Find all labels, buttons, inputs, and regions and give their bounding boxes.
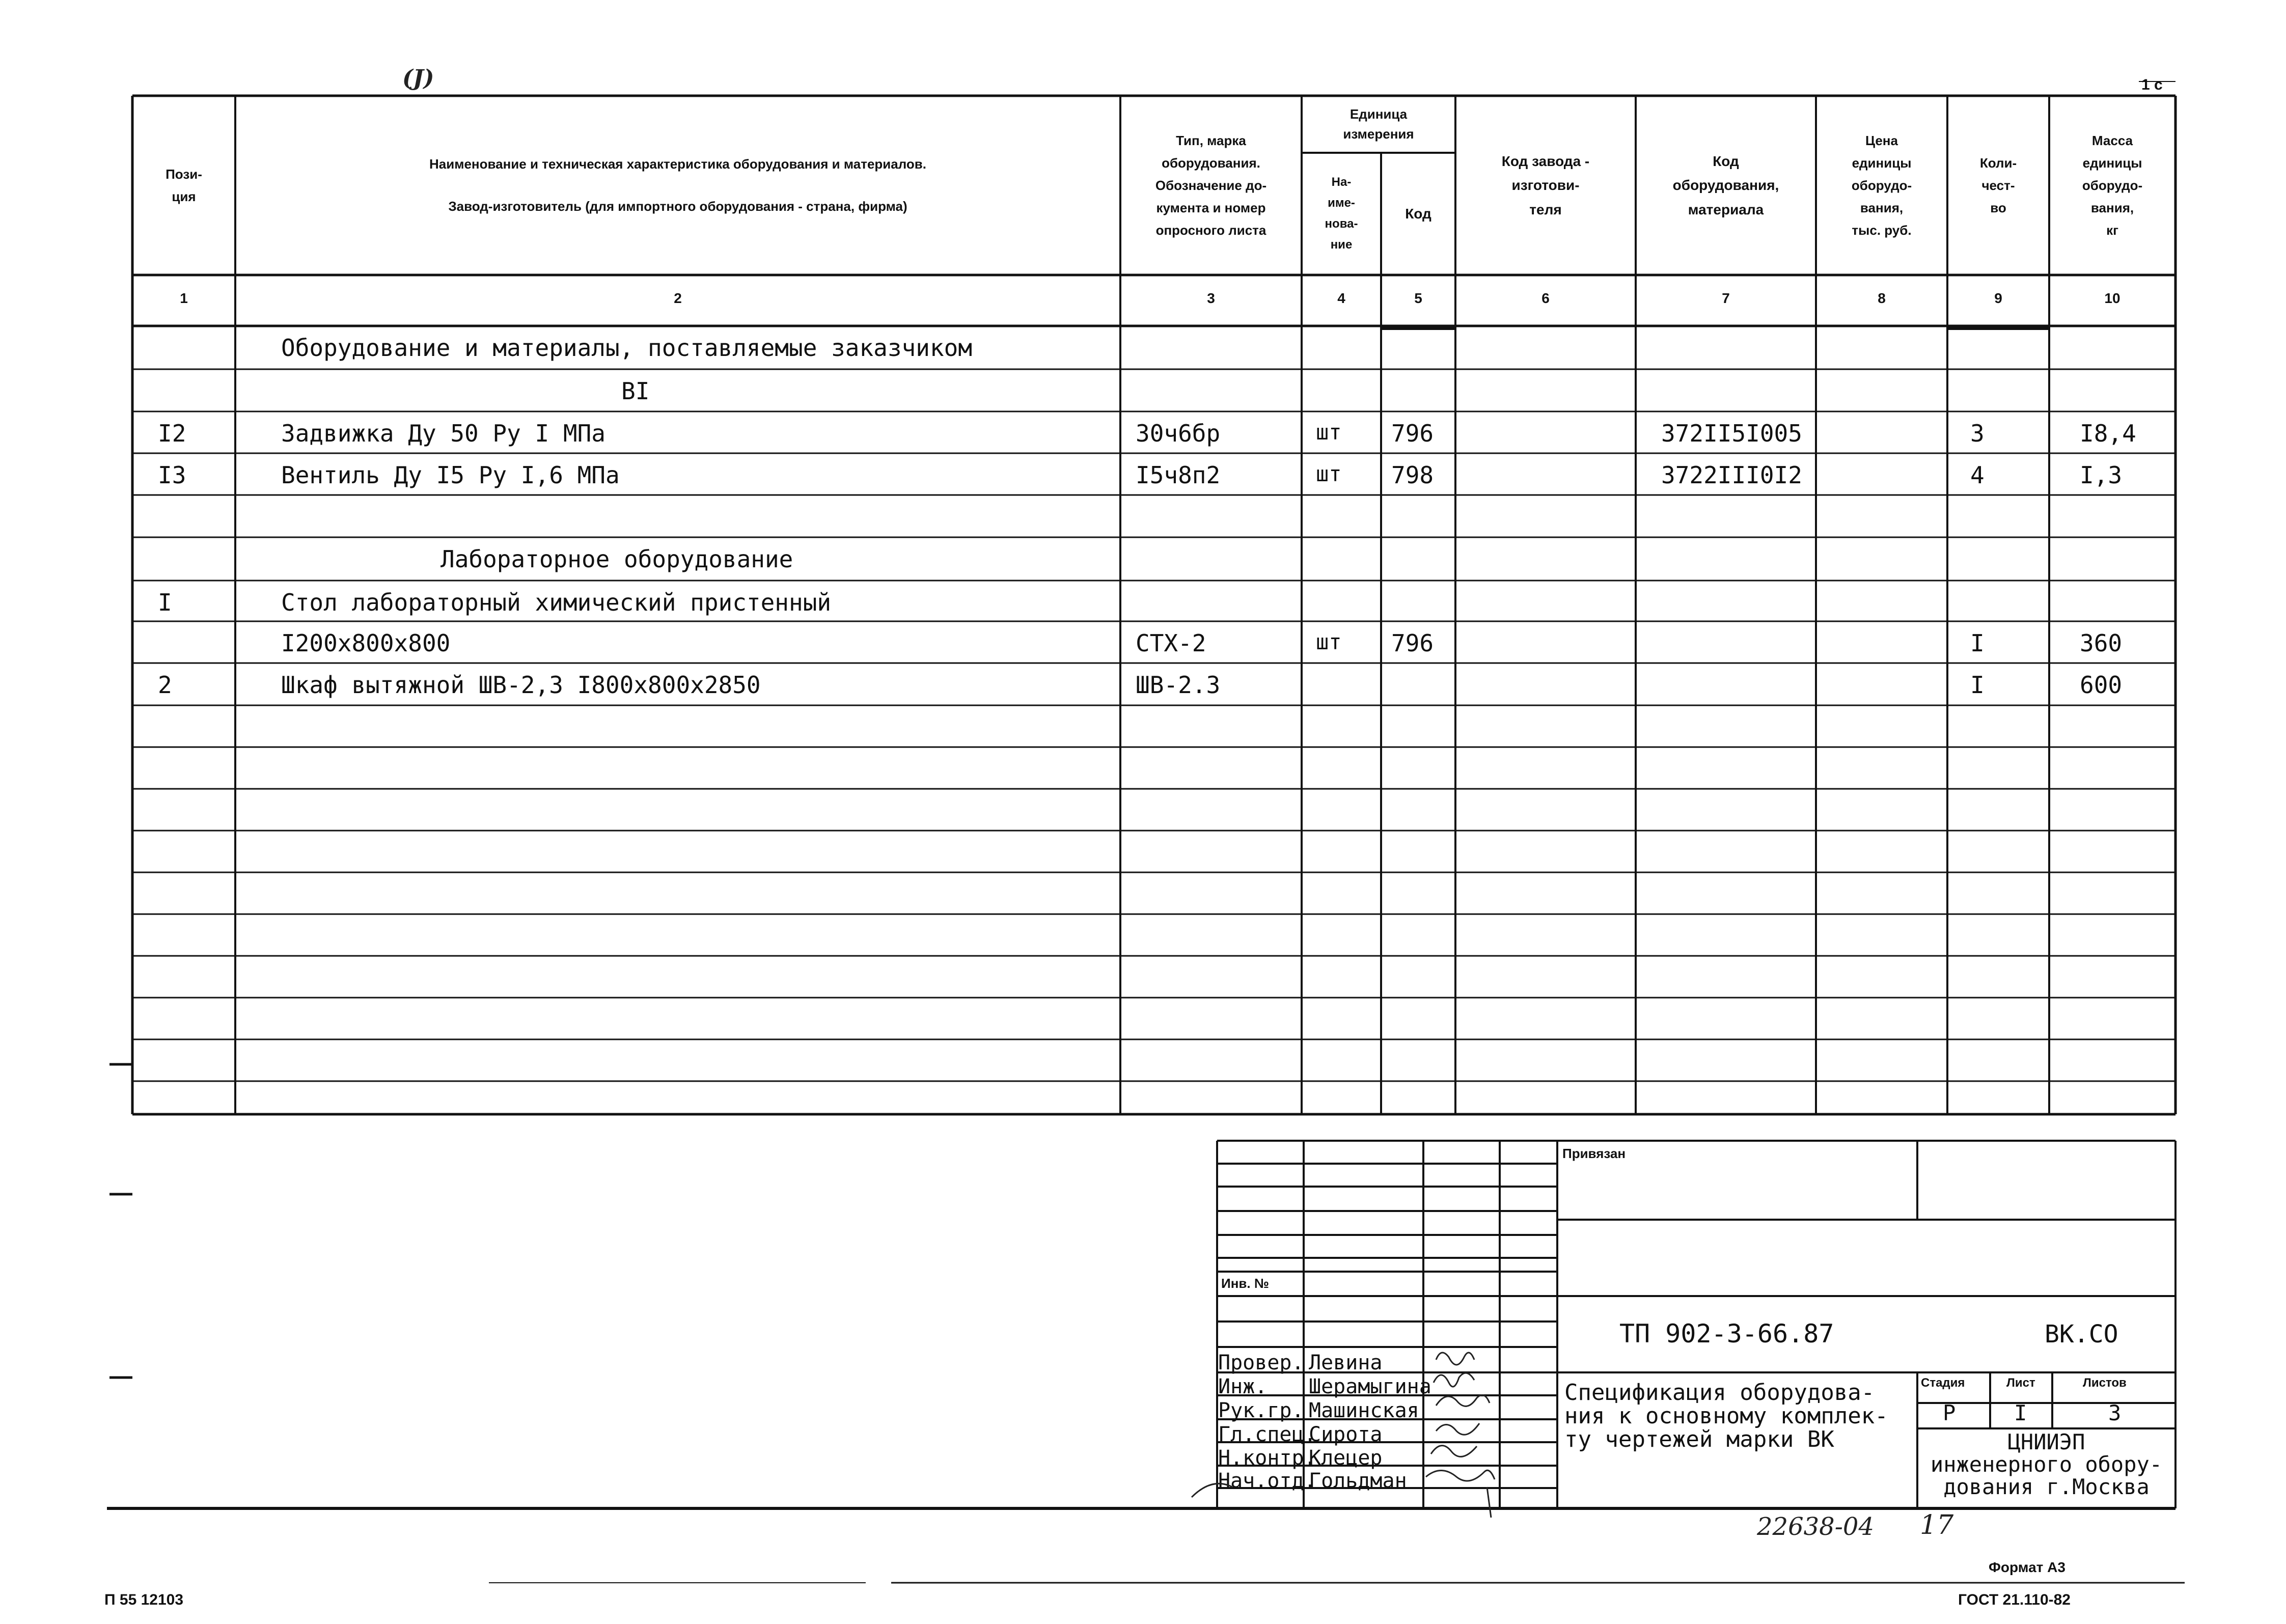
page-number: 17 xyxy=(1920,1510,1954,1540)
print-code: П 55 12103 xyxy=(104,1591,184,1608)
edge-mark: 1 с xyxy=(2141,76,2163,93)
cell-unit: шт xyxy=(1316,420,1342,445)
cell-mass: I8,4 xyxy=(2080,420,2136,447)
cell-code: 798 xyxy=(1391,461,1434,489)
column-header-2: Наименование и техническая характеристика оборудования и материалов. Завод-изготовитель (для импортного оборудования - страна, фирма) xyxy=(429,156,926,214)
staff-name: Сирота xyxy=(1309,1423,1383,1446)
column-number-6: 6 xyxy=(1541,290,1550,306)
column-header-8: Цена единицы оборудо- вания, тыс. руб. xyxy=(1851,132,1912,238)
staff-role: Н.контр. xyxy=(1218,1446,1316,1470)
column-number-4: 4 xyxy=(1337,290,1345,306)
column-number-7: 7 xyxy=(1722,290,1730,306)
cell-name: Задвижка Ду 50 Ру I МПа xyxy=(281,420,605,447)
cell-qty: I xyxy=(1970,629,1985,657)
stage-label: Стадия xyxy=(1921,1376,1965,1390)
cell-type: СТХ-2 xyxy=(1136,629,1206,657)
archive-number: 22638-04 xyxy=(1757,1512,1874,1541)
sheet-value: I xyxy=(2014,1400,2027,1425)
staff-name: Клецер xyxy=(1309,1446,1383,1470)
doc-mark: ВК.СО xyxy=(2045,1320,2118,1348)
cell-unit: шт xyxy=(1316,461,1342,486)
column-number-8: 8 xyxy=(1878,290,1886,306)
column-number-1: 1 xyxy=(180,290,188,306)
cell-type: 30ч6бр xyxy=(1136,420,1221,447)
column-header-6: Код завода - изготови- теля xyxy=(1501,153,1590,217)
cell-mass: 360 xyxy=(2080,629,2123,657)
sheets-value: 3 xyxy=(2108,1400,2122,1425)
cell-code: 796 xyxy=(1391,629,1434,657)
cell-name: BI xyxy=(621,377,650,405)
org-name: ЦНИИЭП инженерного обору- дования г.Москва xyxy=(1930,1429,2163,1500)
staff-name: Левина xyxy=(1309,1351,1383,1374)
cell-name: Шкаф вытяжной ШВ-2,3 I800x800x2850 xyxy=(281,671,761,699)
gost-label: ГОСТ 21.110-82 xyxy=(1958,1591,2071,1608)
cell-name: Вентиль Ду I5 Ру I,6 МПа xyxy=(281,461,620,489)
cell-qty: 4 xyxy=(1970,461,1985,489)
column-header-5: Код xyxy=(1405,206,1431,222)
cell-pos: I2 xyxy=(158,420,186,447)
cell-type: I5ч8п2 xyxy=(1136,461,1221,489)
column-header-1: Пози- ция xyxy=(166,166,202,204)
format-label: Формат А3 xyxy=(1989,1559,2065,1575)
cell-name: Стол лабораторный химический пристенный xyxy=(281,589,832,616)
corner-mark: (J) xyxy=(402,65,434,91)
cell-matcode: 3722III0I2 xyxy=(1661,461,1802,489)
cell-pos: 2 xyxy=(158,671,172,699)
cell-unit: шт xyxy=(1316,629,1342,654)
sheets-label: Листов xyxy=(2083,1376,2127,1390)
staff-role: Инж. xyxy=(1218,1375,1268,1398)
cell-code: 796 xyxy=(1391,420,1434,447)
column-number-2: 2 xyxy=(674,290,682,306)
sheet-label: Лист xyxy=(2006,1376,2035,1390)
cell-mass: I,3 xyxy=(2080,461,2123,489)
staff-name: Машинская xyxy=(1309,1399,1419,1422)
signatures xyxy=(1187,1344,1553,1518)
cell-qty: I xyxy=(1970,671,1985,699)
column-header-3: Тип, марка оборудования. Обозначение до- кумента и номер опросного листа xyxy=(1155,132,1267,238)
cell-mass: 600 xyxy=(2080,671,2123,699)
column-header-7: Код оборудования, материала xyxy=(1672,153,1779,217)
inv-no-label: Инв. № xyxy=(1221,1276,1269,1291)
cell-name: Оборудование и материалы, поставляемые заказчиком xyxy=(281,334,973,362)
cell-pos: I3 xyxy=(158,461,186,489)
column-number-5: 5 xyxy=(1414,290,1422,306)
cell-name: I200x800x800 xyxy=(281,629,451,657)
staff-role: Провер. xyxy=(1218,1351,1304,1374)
column-header-10: Масса единицы оборудо- вания, кг xyxy=(2082,132,2143,238)
cell-qty: 3 xyxy=(1970,420,1985,447)
doc-title: Спецификация оборудова- ния к основному комплек- ту чертежей марки ВК xyxy=(1564,1380,1888,1453)
privyazan-label: Привязан xyxy=(1562,1146,1626,1161)
column-number-9: 9 xyxy=(1994,290,2002,306)
doc-code: ТП 902-3-66.87 xyxy=(1619,1319,1834,1348)
column-header-9: Коли- чест- во xyxy=(1979,155,2017,216)
column-number-10: 10 xyxy=(2104,290,2120,306)
staff-role: Рук.гр. xyxy=(1218,1399,1304,1422)
cell-matcode: 372II5I005 xyxy=(1661,420,1802,447)
cell-pos: I xyxy=(158,589,172,616)
cell-name: Лабораторное оборудование xyxy=(440,545,793,573)
column-header-4: На- име- нова- ние xyxy=(1325,175,1358,252)
column-number-3: 3 xyxy=(1207,290,1215,306)
unit-group-header: Единица измерения xyxy=(1343,106,1414,142)
staff-role: Гл.спец. xyxy=(1218,1423,1316,1446)
staff-name: Шерамыгина xyxy=(1309,1375,1431,1398)
staff-role: Нач.отд. xyxy=(1218,1469,1316,1493)
stage-value: Р xyxy=(1943,1400,1956,1425)
staff-name: Гольдман xyxy=(1309,1469,1407,1493)
cell-type: ШВ-2.3 xyxy=(1136,671,1221,699)
